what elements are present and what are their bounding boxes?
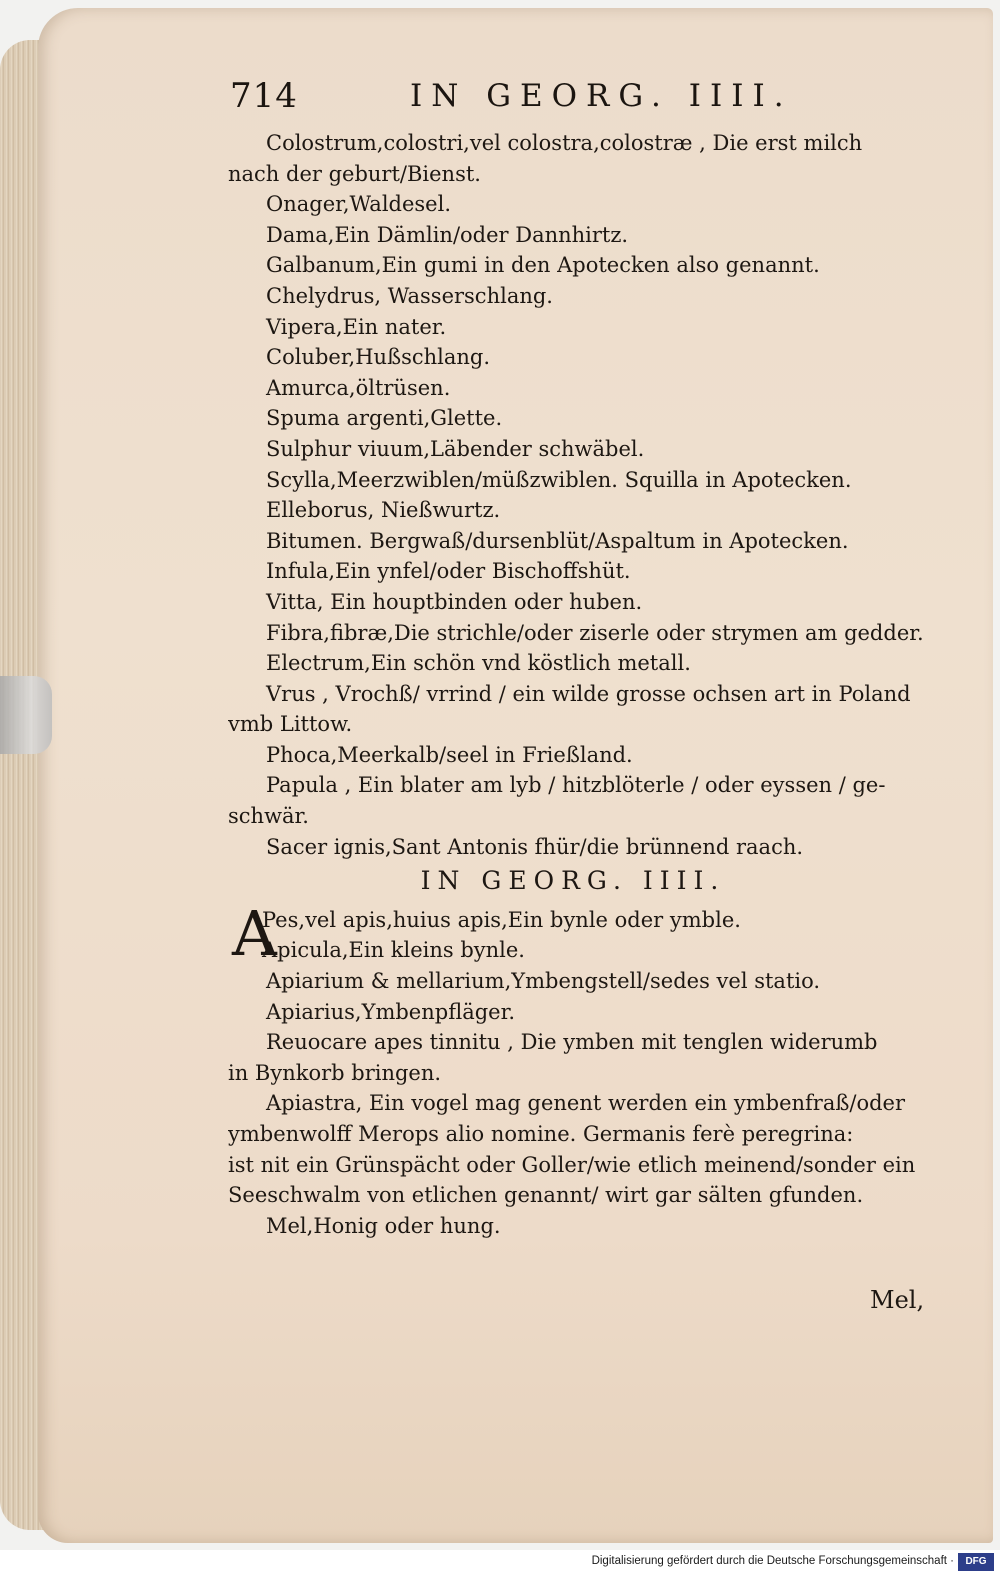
section-opening xyxy=(228,896,958,970)
catchword: Mel, xyxy=(870,1286,925,1314)
entry-line: Elleborus, Nießwurtz. xyxy=(266,498,501,523)
entry-line: Apiarium & mellarium,Ymbengstell/sedes vel statio. xyxy=(266,969,821,994)
entry-line: ist nit ein Grünspächt oder Goller/wie etlich meinend/sonder ein xyxy=(228,1152,916,1177)
entry-line: Infula,Ein ynfel/oder Bischoffshüt. xyxy=(266,559,631,584)
entry-line: schwär. xyxy=(228,804,309,829)
entry-line: Electrum,Ein schön vnd köstlich metall. xyxy=(266,651,691,676)
entry-line: Phoca,Meerkalb/seel in Frießland. xyxy=(266,742,633,767)
entry-line: Bitumen. Bergwaß/dursenblüt/Aspaltum in Apotecken. xyxy=(266,528,849,553)
entry-line: Reuocare apes tinnitu , Die ymben mit tenglen widerumb xyxy=(266,1030,878,1055)
entry-line: Colostrum,colostri,vel colostra,colostræ , Die erst milch xyxy=(266,131,863,155)
entry-line: Apiastra, Ein vogel mag genent werden ein ymbenfraß/oder xyxy=(266,1091,906,1116)
drop-capital: A xyxy=(232,896,277,970)
page-number: 714 xyxy=(230,76,298,116)
entry-line: Apiarius,Ymbenpfläger. xyxy=(266,999,515,1024)
section-heading: IN GEORG. IIII. xyxy=(420,866,726,896)
entry-line: Mel,Honig oder hung. xyxy=(266,1213,501,1238)
entry-line: nach der geburt/Bienst. xyxy=(228,161,481,186)
entry-line: in Bynkorb bringen. xyxy=(228,1060,442,1085)
entry-line: Sacer ignis,Sant Antonis fhür/die brünnend raach. xyxy=(266,834,804,859)
entry-list xyxy=(228,128,958,862)
dfg-logo: DFG xyxy=(958,1553,994,1571)
running-title: IN GEORG. IIII. xyxy=(410,78,793,114)
footer-credit: Digitalisierung gefördert durch die Deutsche Forschungsgemeinschaft · xyxy=(591,1555,954,1567)
entry-line: Spuma argenti,Glette. xyxy=(266,406,503,431)
entry-line: Amurca,öltrüsen. xyxy=(266,375,451,400)
entry-line: Coluber,Hußschlang. xyxy=(266,345,491,370)
footer-bar xyxy=(0,1550,1000,1578)
entry-line: vmb Littow. xyxy=(228,712,353,737)
entry-line: ymbenwolff Merops alio nomine. Germanis ferè peregrina: xyxy=(228,1122,854,1146)
entry-line: Onager,Waldesel. xyxy=(266,192,452,217)
entry-line: Sulphur viuum,Läbender schwäbel. xyxy=(266,436,645,461)
entry-line: Vrus , Vrochß/ vrrind / ein wilde grosse ochsen art in Poland xyxy=(266,681,911,706)
entry-line: Vipera,Ein nater. xyxy=(266,314,447,339)
entry-line: Seeschwalm von etlichen genannt/ wirt gar sälten gfunden. xyxy=(228,1183,864,1208)
entry-line: Chelydrus, Wasserschlang. xyxy=(266,283,553,308)
entry-line: Papula , Ein blater am lyb / hitzblöterle / oder eyssen / ge- xyxy=(266,773,886,798)
entry-line: Galbanum,Ein gumi in den Apotecken also genannt. xyxy=(266,253,820,278)
entry-line: Dama,Ein Dämlin/oder Dannhirtz. xyxy=(266,222,629,247)
entry-line: Scylla,Meerzwiblen/müßzwiblen. Squilla in Apotecken. xyxy=(266,467,852,492)
section-entry-list xyxy=(228,966,958,1241)
entry-line: Pes,vel apis,huius apis,Ein bynle oder ymble. xyxy=(262,907,741,932)
entry-line: Vitta, Ein houptbinden oder huben. xyxy=(266,589,643,614)
page-header xyxy=(230,76,950,126)
entry-line: Fibra,fibræ,Die strichle/oder ziserle oder strymen am gedder. xyxy=(266,620,924,645)
entry-line: Apicula,Ein kleins bynle. xyxy=(262,938,525,963)
page-clip xyxy=(0,676,52,754)
page-body xyxy=(228,128,958,1241)
